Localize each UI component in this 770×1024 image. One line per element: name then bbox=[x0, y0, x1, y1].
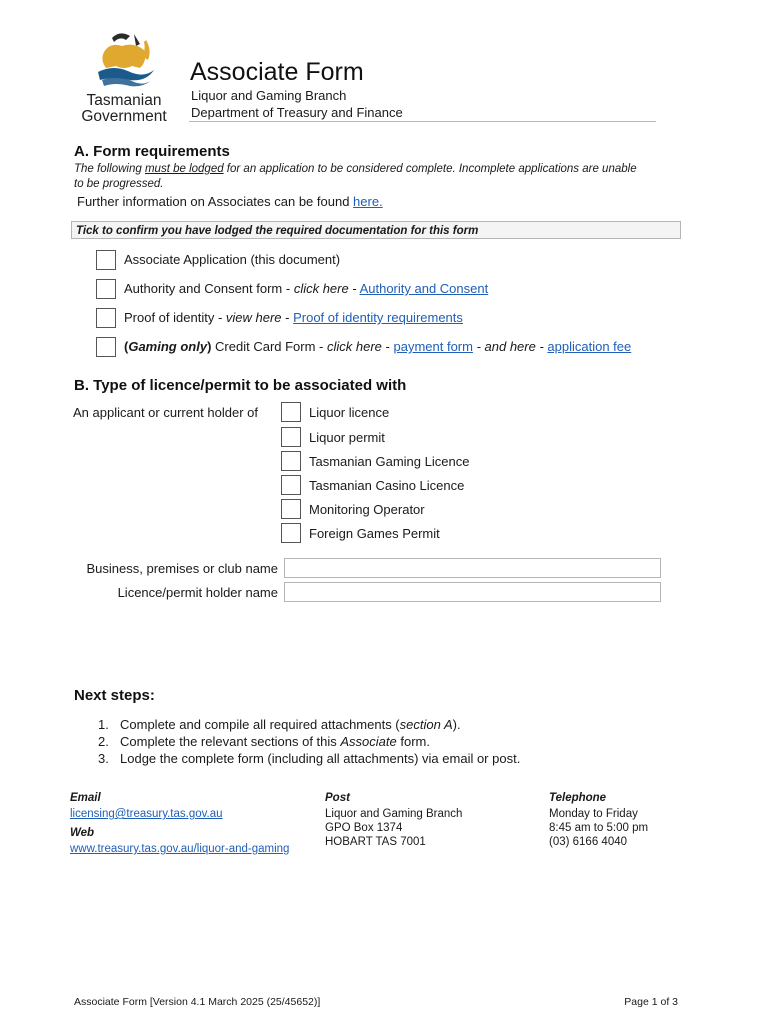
step-number: 2. bbox=[98, 734, 109, 749]
applicant-label: An applicant or current holder of bbox=[73, 405, 258, 420]
item-sep: - bbox=[348, 281, 360, 296]
item-text: Authority and Consent form - bbox=[124, 281, 294, 296]
checkbox-foreign-games-permit[interactable] bbox=[281, 523, 301, 543]
item-sep: - bbox=[281, 310, 294, 325]
intro-line2: to be progressed. bbox=[74, 178, 164, 190]
step-italic: section A bbox=[399, 717, 453, 732]
next-steps-heading: Next steps: bbox=[74, 687, 155, 704]
option-liquor-permit: Liquor permit bbox=[309, 430, 385, 445]
tick-instruction-bar: Tick to confirm you have lodged the required documentation for this form bbox=[71, 221, 681, 239]
holder-name-field[interactable] bbox=[284, 582, 661, 602]
tel-line: Monday to Friday bbox=[549, 808, 638, 820]
web-link[interactable]: www.treasury.tas.gov.au/liquor-and-gaming bbox=[70, 843, 290, 855]
step-text-end: form. bbox=[396, 734, 430, 749]
step-italic: Associate bbox=[340, 734, 397, 749]
branch-name: Liquor and Gaming Branch bbox=[191, 88, 347, 103]
section-a-heading: A. Form requirements bbox=[74, 143, 230, 160]
section-a-intro bbox=[74, 162, 694, 192]
email-label: Email bbox=[70, 792, 101, 804]
step-3 bbox=[98, 750, 520, 767]
post-line: Liquor and Gaming Branch bbox=[325, 808, 463, 820]
checkbox-liquor-permit[interactable] bbox=[281, 427, 301, 447]
checkbox-associate-application[interactable] bbox=[96, 250, 116, 270]
checkbox-proof-identity[interactable] bbox=[96, 308, 116, 328]
business-name-label: Business, premises or club name bbox=[86, 561, 278, 576]
tasmanian-government-logo bbox=[74, 30, 174, 125]
bold-close: ) bbox=[207, 339, 212, 354]
step-text-end: ). bbox=[452, 717, 461, 732]
tasmanian-tiger-emblem-icon bbox=[74, 30, 174, 88]
post-line: HOBART TAS 7001 bbox=[325, 836, 426, 848]
item-associate-application: Associate Application (this document) bbox=[124, 252, 341, 267]
application-fee-link[interactable]: application fee bbox=[547, 339, 632, 354]
option-liquor-licence: Liquor licence bbox=[309, 405, 390, 420]
checkbox-liquor-licence[interactable] bbox=[281, 402, 301, 422]
intro-pre: The following bbox=[74, 163, 145, 175]
checkbox-authority-consent[interactable] bbox=[96, 279, 116, 299]
logo-text-government: Government bbox=[81, 108, 167, 125]
item-italic: click here bbox=[293, 281, 349, 296]
footer-version: Associate Form [Version 4.1 March 2025 (25/45652)] bbox=[74, 996, 321, 1008]
item-text: Credit Card Form - bbox=[211, 339, 327, 354]
step-number: 3. bbox=[98, 751, 109, 766]
item-sep: - bbox=[381, 339, 394, 354]
post-line: GPO Box 1374 bbox=[325, 822, 403, 834]
section-b-heading: B. Type of licence/permit to be associated with bbox=[74, 377, 407, 394]
item-proof-identity bbox=[124, 310, 463, 325]
step-2 bbox=[98, 733, 520, 750]
further-info bbox=[77, 194, 383, 209]
checkbox-casino-licence[interactable] bbox=[281, 475, 301, 495]
option-casino-licence: Tasmanian Casino Licence bbox=[309, 478, 465, 493]
gaming-only: Gaming only bbox=[128, 339, 208, 354]
intro-underline: must be lodged bbox=[144, 163, 224, 175]
telephone-details bbox=[549, 807, 648, 849]
business-name-field[interactable] bbox=[284, 558, 661, 578]
item-italic: click here bbox=[327, 339, 382, 354]
further-info-link[interactable]: here. bbox=[353, 194, 383, 209]
checkbox-monitoring-operator[interactable] bbox=[281, 499, 301, 519]
post-label: Post bbox=[325, 792, 350, 804]
checkbox-credit-card[interactable] bbox=[96, 337, 116, 357]
item-sep-2: - and here - bbox=[472, 339, 548, 354]
step-text: Complete and compile all required attachments ( bbox=[120, 717, 400, 732]
department-name: Department of Treasury and Finance bbox=[191, 105, 403, 120]
email-link[interactable]: licensing@treasury.tas.gov.au bbox=[70, 808, 223, 820]
further-text: Further information on Associates can be found bbox=[77, 194, 354, 209]
checkbox-gaming-licence[interactable] bbox=[281, 451, 301, 471]
item-authority-consent bbox=[124, 281, 488, 296]
option-monitoring-operator: Monitoring Operator bbox=[309, 502, 425, 517]
step-text: Complete the relevant sections of this bbox=[120, 734, 341, 749]
tel-line: 8:45 am to 5:00 pm bbox=[549, 822, 649, 834]
telephone-label: Telephone bbox=[549, 792, 607, 804]
payment-form-link[interactable]: payment form bbox=[393, 339, 473, 354]
option-gaming-licence: Tasmanian Gaming Licence bbox=[309, 454, 470, 469]
step-number: 1. bbox=[98, 717, 109, 732]
next-steps-list bbox=[98, 716, 520, 767]
footer-page-number: Page 1 of 3 bbox=[624, 996, 678, 1008]
web-label: Web bbox=[70, 827, 95, 839]
item-italic: view here bbox=[225, 310, 282, 325]
authority-consent-link[interactable]: Authority and Consent bbox=[359, 281, 489, 296]
tel-line: (03) 6166 4040 bbox=[549, 836, 628, 848]
item-text: Proof of identity - bbox=[124, 310, 226, 325]
step-text: Lodge the complete form (including all attachments) via email or post. bbox=[120, 751, 521, 766]
item-credit-card bbox=[124, 339, 631, 354]
step-1 bbox=[98, 716, 520, 733]
intro-post: for an application to be considered complete. Incomplete applications are unable bbox=[223, 163, 637, 175]
page-title: Associate Form bbox=[190, 58, 364, 86]
bold-open: ( bbox=[124, 339, 129, 354]
proof-identity-link[interactable]: Proof of identity requirements bbox=[293, 310, 463, 325]
header-divider bbox=[189, 121, 656, 122]
logo-text-tasmanian: Tasmanian bbox=[86, 92, 162, 109]
option-foreign-games-permit: Foreign Games Permit bbox=[309, 526, 440, 541]
holder-name-label: Licence/permit holder name bbox=[117, 585, 278, 600]
post-address bbox=[325, 807, 462, 849]
